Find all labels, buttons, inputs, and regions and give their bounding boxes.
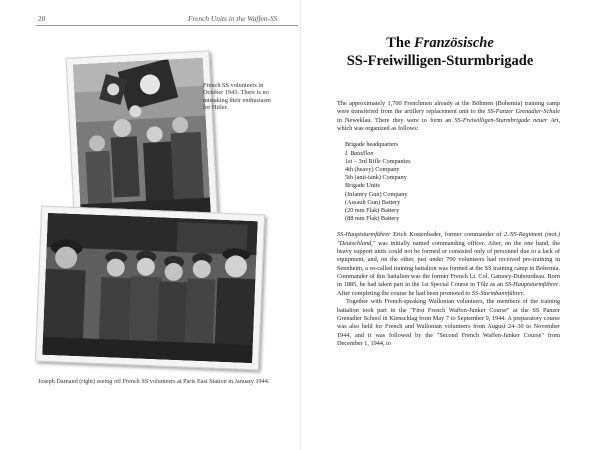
org-item: (Infantry Gun) Company	[345, 190, 408, 198]
page-number: 20	[38, 14, 46, 23]
p1-text-3: , which was organized as follows:	[337, 116, 560, 133]
photo-darnand-paris-east-image	[42, 213, 258, 363]
page-spine	[300, 0, 301, 450]
p1-text-2: in Neweklau. There they were to form an	[337, 116, 455, 124]
photo-volunteers-1943-image	[73, 58, 211, 227]
header-rule	[36, 25, 298, 26]
heading-line2: SS-Freiwilligen-Sturmbrigade	[346, 53, 534, 69]
p2-text-2: was initially named commanding officer. After, on the one hand, the heavy support units could not be formed or consisted only of personnel due to a lack of equipment, and, on the other, just under 700 volunteers had received pre-training in Sennheim, a so-called training battalion was formed at the SS training camp in Bohemia. Commander of this battalion was the former French Lt. Col. Gamory-Dubourdeau. Born in 1885, he had taken part in the 1st Special Course in Tölz as an	[337, 239, 560, 289]
body-text	[337, 100, 560, 348]
photo-darnand-paris-east	[35, 206, 265, 371]
org-item: Brigade headquarters	[345, 141, 399, 149]
p2-italic-1: SS-Hauptsturmführer	[337, 231, 391, 239]
heading-italic: Französische	[414, 35, 494, 51]
heading-prefix: The	[386, 35, 414, 51]
p2-text-3: . After completing the course he had been promoted to	[337, 281, 560, 297]
org-item: (Assault Gun) Battery	[345, 198, 401, 206]
p2-text-1: Erich Kostenbader, former commander of	[390, 231, 504, 239]
p1-text-1: The approximately 1,700 Frenchmen already at the Böhmen (Bohemia) training camp were transferred from the artillery replacement unit to the	[337, 100, 560, 116]
paragraph-3: Together with French-speaking Wallonian volunteers, the members of the training battalion took part in the "First French Waffen-Junker Course" at the SS Panzer Grenadier School in Kienschlag from May 7 to September 9, 1944. A preparatory course was also held for French and Wallonian volunteers from August 24–30 to November 1944, and it was followed by the "Second French Waffen-Junker Course" from December 1, 1944, to	[337, 298, 560, 347]
org-item: I. Bataillon	[345, 149, 374, 157]
p2-italic-4: SS-Sturmbannführer	[471, 289, 524, 297]
org-item: (88 mm Flak) Battery	[345, 215, 400, 223]
org-item: Brigade Units	[345, 182, 380, 190]
photo2-caption: Joseph Darnand (right) seeing off French SS volunteers at Paris East Station in January 1944.	[38, 378, 270, 385]
p2-italic-2: 2./SS-Regiment (mot.) "Deutschland,"	[337, 231, 560, 247]
p2-italic-3: SS-Hauptsturmführer	[504, 281, 559, 289]
org-item: 4th (heavy) Company	[345, 165, 400, 173]
paragraph-1	[337, 100, 560, 133]
paragraph-2	[337, 231, 560, 298]
chapter-heading	[320, 34, 560, 70]
org-item: 5th (anti-tank) Company	[345, 174, 407, 182]
photo-volunteers-1943	[65, 50, 218, 233]
p2-text-4: .	[523, 289, 525, 297]
p1-italic-1: SS-Panzer Grenadier-Schule	[487, 108, 560, 116]
organization-list	[345, 141, 560, 223]
org-item: (20 mm Flak) Battery	[345, 207, 400, 214]
running-title: French Units in the Waffen-SS	[188, 14, 278, 23]
p1-italic-2: SS-Freiwilligen-Sturmbrigade neuer Art	[454, 116, 559, 124]
photo1-caption: French SS volunteers in October 1943. There is no mistaking their enthusiasm for Hitler.	[203, 82, 271, 112]
org-item: 1st – 3rd Rifle Companies	[345, 157, 411, 165]
